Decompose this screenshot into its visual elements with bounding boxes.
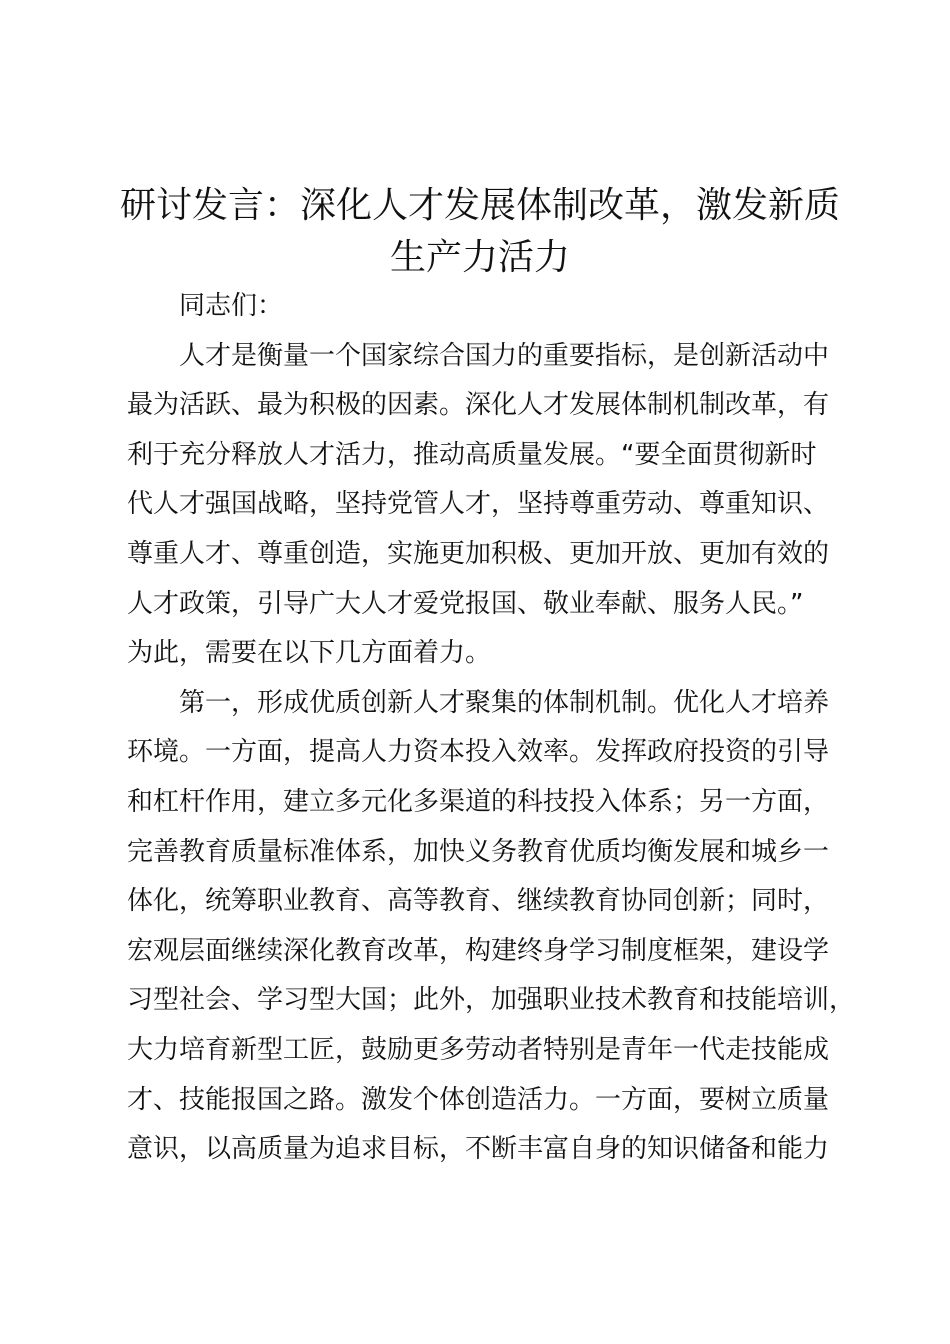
paragraph-2-line: 才、技能报国之路。激发个体创造活力。一方面，要树立质量: [127, 1084, 830, 1115]
paragraph-2-line: 意识，以高质量为追求目标，不断丰富自身的知识储备和能力: [127, 1134, 830, 1165]
paragraph-1-line: 尊重人才、尊重创造，实施更加积极、更加开放、更加有效的: [127, 538, 830, 569]
paragraph-2-line: 第一，形成优质创新人才聚集的体制机制。优化人才培养: [179, 687, 830, 718]
paragraph-2-line: 环境。一方面，提高人力资本投入效率。发挥政府投资的引导: [127, 737, 830, 768]
salutation: 同志们：: [179, 291, 284, 321]
paragraph-1-line: 利于充分释放人才活力，推动高质量发展。“要全面贯彻新时: [127, 439, 817, 470]
paragraph-1-line: 人才政策，引导广大人才爱党报国、敬业奉献、服务人民。”: [127, 588, 804, 619]
paragraph-2-line: 完善教育质量标准体系，加快义务教育优质均衡发展和城乡一: [127, 836, 830, 867]
document-title: [110, 180, 850, 284]
title-line-2: 生产力活力: [389, 237, 570, 278]
paragraph-2-line: 和杠杆作用，建立多元化多渠道的科技投入体系；另一方面，: [127, 786, 830, 817]
paragraph-2-line: 宏观层面继续深化教育改革，构建终身学习制度框架，建设学: [127, 935, 830, 966]
paragraph-2-line: 大力培育新型工匠，鼓励更多劳动者特别是青年一代走技能成: [127, 1034, 830, 1065]
paragraph-1-line: 代人才强国战略，坚持党管人才，坚持尊重劳动、尊重知识、: [127, 489, 830, 520]
paragraph-1-line: 人才是衡量一个国家综合国力的重要指标，是创新活动中: [179, 340, 830, 371]
paragraph-2-line: 体化，统筹职业教育、高等教育、继续教育协同创新；同时，: [127, 886, 830, 917]
paragraph-2-line: 习型社会、学习型大国；此外，加强职业技术教育和技能培训，: [127, 985, 856, 1016]
title-line-1: 研讨发言：深化人才发展体制改革，激发新质: [119, 185, 840, 226]
document-body: [127, 282, 867, 1175]
paragraph-1-line: 最为活跃、最为积极的因素。深化人才发展体制机制改革，有: [127, 390, 830, 421]
paragraph-1-line: 为此，需要在以下几方面着力。: [127, 638, 492, 669]
